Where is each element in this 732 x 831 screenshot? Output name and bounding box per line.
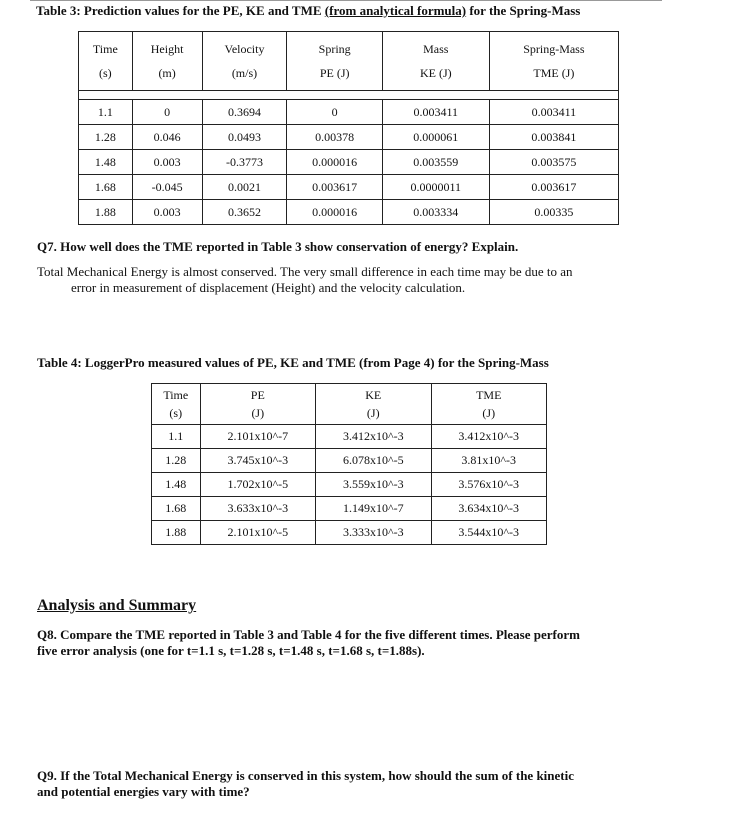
table-cell: 1.68 [79,175,133,200]
table4-header-cell: Time (s) [152,384,201,425]
table-row [152,425,547,449]
table-cell: 0 [132,100,202,125]
table-cell: 0.000016 [287,200,382,225]
q7-answer-line2: error in measurement of displacement (Height) and the velocity calculation. [71,280,466,295]
table3-header-cell: Mass KE (J) [382,32,489,91]
table-cell: 2.101x10^-7 [200,425,315,449]
table-row [79,175,619,200]
table-cell: 3.412x10^-3 [431,425,547,449]
q9-line2: and potential energies vary with time? [37,784,250,799]
table-cell: 3.633x10^-3 [200,497,315,521]
table-cell: 3.81x10^-3 [431,449,547,473]
table-cell: 0.000061 [382,125,489,150]
q7-question: Q7. How well does the TME reported in Table 3 show conservation of energy? Explain. [37,239,519,254]
table-row [79,150,619,175]
table-cell: 1.28 [79,125,133,150]
table-cell: 3.412x10^-3 [316,425,431,449]
q7-answer-line1: Total Mechanical Energy is almost conserved. The very small difference in each time may be due to an [37,264,573,279]
table-cell: 1.48 [79,150,133,175]
table-row [79,125,619,150]
table-cell: -0.045 [132,175,202,200]
table-row [152,473,547,497]
table-cell: 1.1 [79,100,133,125]
table-cell: 1.88 [79,200,133,225]
table-cell: 0.003841 [489,125,618,150]
table-cell: 0.003 [132,150,202,175]
table-cell: 3.544x10^-3 [431,521,547,545]
q8-question [37,627,580,659]
table-cell: 0.003617 [489,175,618,200]
table3-header-cell: Velocity (m/s) [202,32,287,91]
table-cell: 0.003334 [382,200,489,225]
table3-caption-suffix: for the Spring-Mass [466,3,581,18]
q8-line2: five error analysis (one for t=1.1 s, t=1.28 s, t=1.48 s, t=1.68 s, t=1.88s). [37,643,425,658]
table3-caption-underlined: (from analytical formula) [324,3,467,18]
table-cell: 0.003617 [287,175,382,200]
table4-header-row [152,384,547,425]
table-cell: 0.3652 [202,200,287,225]
table-cell: 0.3694 [202,100,287,125]
table-cell: 2.101x10^-5 [200,521,315,545]
q9-line1: Q9. If the Total Mechanical Energy is conserved in this system, how should the sum of the kinetic [37,768,574,783]
table-cell: 0 [287,100,382,125]
table3-header-cell: Time (s) [79,32,133,91]
table3-caption [36,3,580,19]
table-cell: 0.003575 [489,150,618,175]
table-cell: 3.576x10^-3 [431,473,547,497]
q8-line1: Q8. Compare the TME reported in Table 3 and Table 4 for the five different times. Please perform [37,627,580,642]
q9-question [37,768,574,800]
table-cell: 0.00378 [287,125,382,150]
table-cell: 3.559x10^-3 [316,473,431,497]
table-cell: 1.48 [152,473,201,497]
table4-header-cell: PE (J) [200,384,315,425]
table3-header-cell: Spring-Mass TME (J) [489,32,618,91]
table-cell: 1.88 [152,521,201,545]
table-cell: 1.28 [152,449,201,473]
q7-answer [37,264,573,296]
analysis-heading: Analysis and Summary [37,597,197,614]
table-cell: 0.003411 [382,100,489,125]
top-divider [30,0,662,1]
table-cell: -0.3773 [202,150,287,175]
table3-spacer-row [79,91,619,100]
table3-caption-prefix: Table 3: Prediction values for the PE, KE and TME [36,3,325,18]
table3 [78,31,619,225]
table-cell: 0.00335 [489,200,618,225]
table4-caption: Table 4: LoggerPro measured values of PE, KE and TME (from Page 4) for the Spring-Mass [37,355,549,370]
table-cell: 1.68 [152,497,201,521]
table-row [152,449,547,473]
table3-header-row [79,32,619,91]
table-cell: 0.003 [132,200,202,225]
table4 [151,383,547,545]
table-cell: 3.634x10^-3 [431,497,547,521]
table-row [152,497,547,521]
table4-header-cell: TME (J) [431,384,547,425]
table-cell: 0.003411 [489,100,618,125]
table-cell: 6.078x10^-5 [316,449,431,473]
table-cell: 3.333x10^-3 [316,521,431,545]
table-cell: 1.1 [152,425,201,449]
table-cell: 1.702x10^-5 [200,473,315,497]
table-cell: 0.003559 [382,150,489,175]
table-row [79,100,619,125]
table-row [79,200,619,225]
table-row [152,521,547,545]
table-cell: 0.046 [132,125,202,150]
table-cell: 0.0021 [202,175,287,200]
table-cell: 0.0000011 [382,175,489,200]
table-cell: 0.0493 [202,125,287,150]
table-cell: 3.745x10^-3 [200,449,315,473]
table3-header-cell: Height (m) [132,32,202,91]
table4-header-cell: KE (J) [316,384,431,425]
table-cell: 0.000016 [287,150,382,175]
table-cell: 1.149x10^-7 [316,497,431,521]
table3-header-cell: Spring PE (J) [287,32,382,91]
